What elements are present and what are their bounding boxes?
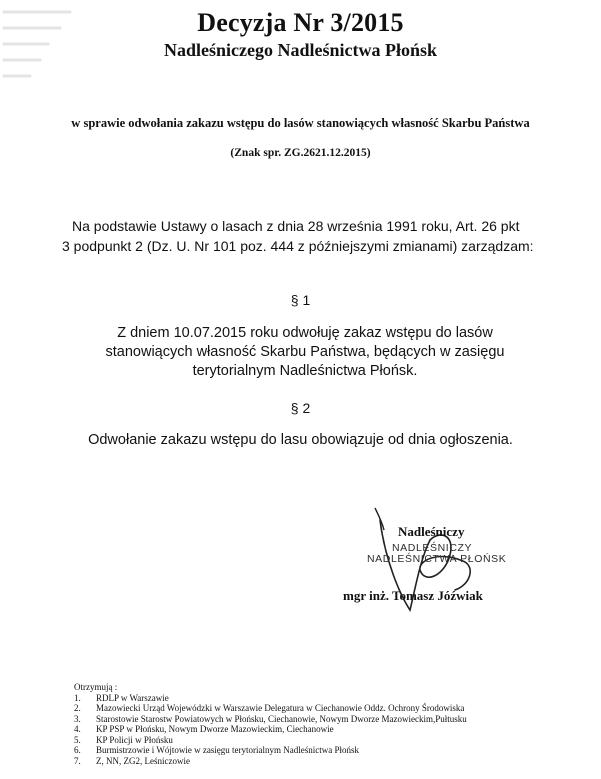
issuer-line: Nadleśniczego Nadleśnictwa Płońsk	[163, 40, 437, 60]
recipient-item: 3. Starostowie Starostw Powiatowych w Płońsku, Ciechanowie, Nowym Dworze Mazowieckim,Pułtusku	[74, 713, 467, 724]
legal-basis-paragraph	[62, 216, 557, 256]
recipient-item: 7. Z, NN, ZG2, Leśniczowie	[74, 755, 190, 766]
section-1-text: Z dniem 10.07.2015 roku odwołuję zakaz wstępu do lasów stanowiących własność Skarbu Państwa, będących w zasięgu terytorialnym Nadleśnictwa Płońsk.	[105, 325, 505, 379]
legal-basis-line-1: Na podstawie Ustawy o lasach z dnia 28 września 1991 roku, Art. 26 pkt	[72, 218, 520, 234]
recipients-block	[74, 682, 467, 766]
matter-line: w sprawie odwołania zakazu wstępu do lasów stanowiących własność Skarbu Państwa	[71, 116, 530, 130]
recipients-list	[74, 693, 467, 767]
signatory-name: mgr inż. Tomasz Jóźwiak	[343, 588, 483, 603]
legal-basis-line-2: 3 podpunkt 2 (Dz. U. Nr 101 poz. 444 z późniejszymi zmianami) zarządzam:	[62, 238, 534, 254]
recipient-item: 5. KP Policji w Płońsku	[74, 734, 173, 745]
case-reference: (Znak spr. ZG.2621.12.2015)	[230, 147, 371, 159]
section-2-heading: § 2	[290, 400, 311, 416]
section-2-text: Odwołanie zakazu wstępu do lasu obowiązuje od dnia ogłoszenia.	[88, 432, 513, 448]
recipient-item: 6. Burmistrzowie i Wójtowie w zasięgu terytorialnym Nadleśnictwa Płońsk	[74, 745, 360, 755]
recipient-item: 2. Mazowiecki Urząd Wojewódzki w Warszawie Delegatura w Ciechanowie Oddz. Ochrony Środowiska	[74, 703, 465, 713]
recipient-item: 4. KP PSP w Płońsku, Nowym Dworze Mazowieckim, Ciechanowie	[74, 724, 334, 734]
recipient-item: 1. RDLP w Warszawie	[74, 692, 169, 703]
signatory-title: Nadleśniczy	[398, 524, 465, 539]
stamp-line-1: NADLEŚNICZY	[392, 542, 473, 554]
stamp-line-2: NADLEŚNICTWA PŁOŃSK	[367, 553, 507, 565]
decision-title: Decyzja Nr 3/2015	[197, 8, 404, 37]
recipients-heading: Otrzymują :	[74, 682, 118, 692]
section-1-heading: § 1	[290, 292, 311, 308]
